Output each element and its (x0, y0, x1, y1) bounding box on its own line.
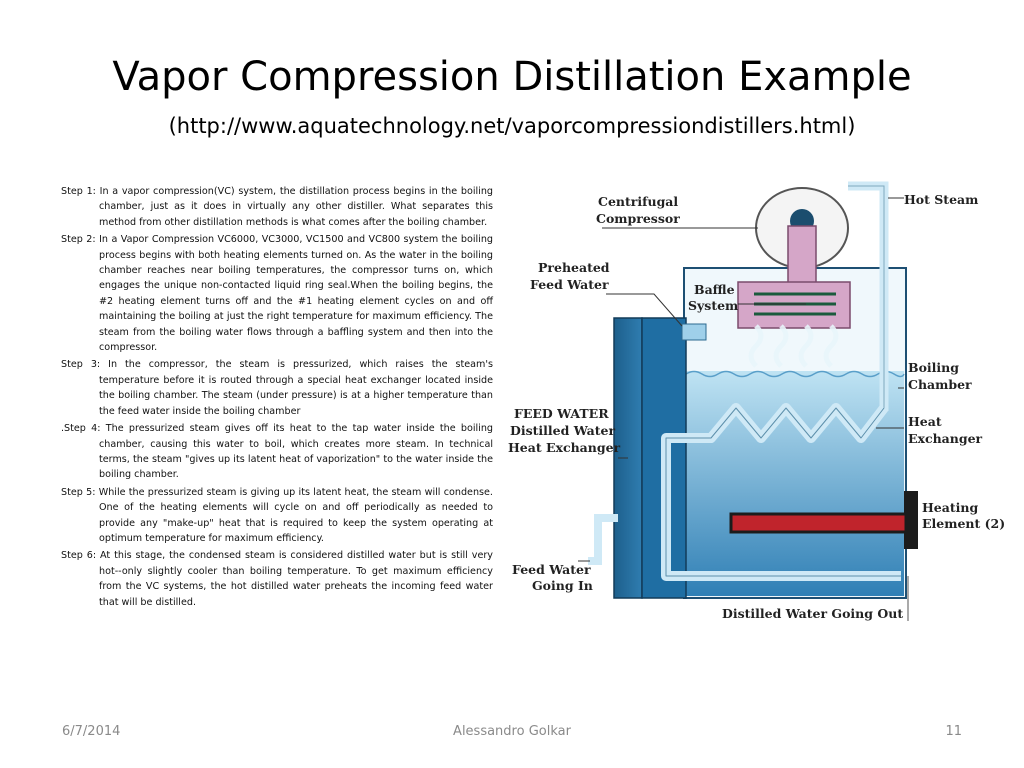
label-feed-1: FEED WATER (514, 406, 609, 421)
slide-subtitle: (http://www.aquatechnology.net/vaporcompressiondistillers.html) (168, 114, 856, 138)
step-1: Step 1: In a vapor compression(VC) system, the distillation process begins in the boiling chamber, just as it does in virtually any other distiller. What separates this method from other distillation methods is what comes after the boiling chamber. (61, 186, 493, 228)
footer-author: Alessandro Golkar (453, 724, 571, 739)
label-feed-2: Distilled Water (510, 423, 616, 438)
label-heat-1: Heat (908, 414, 942, 429)
label-baffle-2: System (688, 298, 739, 313)
footer-page-number: 11 (945, 724, 962, 739)
chamber-water (686, 371, 904, 596)
label-feed-in-1: Feed Water (512, 562, 591, 577)
label-preheated-1: Preheated (538, 260, 610, 275)
label-preheated-2: Feed Water (530, 277, 609, 292)
label-heating-2: Element (2) (922, 516, 1006, 531)
label-centrifugal-1: Centrifugal (598, 194, 679, 209)
heating-element-rod (731, 514, 906, 532)
slide-title: Vapor Compression Distillation Example (112, 54, 912, 100)
step-4: .Step 4: The pressurized steam gives off its heat to the tap water inside the boiling chamber, causing this water to boil, which creates more steam. In technical terms, the steam "gives up its latent heat of vaporization" to the water inside the boiling chamber. (61, 423, 493, 481)
step-5: Step 5: While the pressurized steam is giving up its latent heat, the steam will condense. One of the heating elements will cycle on and off periodically as needed to provide any "make-up" heat that is required to keep the system operating at optimum temperature for maximum efficiency. (61, 486, 493, 544)
label-boiling-2: Chamber (908, 377, 972, 392)
step-2: Step 2: In a Vapor Compression VC6000, VC3000, VC1500 and VC800 system the boiling process begins with both heating elements turned on. As the water in the boiling chamber reaches near boiling temperatures, the compressor turns on, which engages the unique non-contacted liquid ring seal.When the boiling begins, the #2 heating element turns off and the #1 heating element cycles on and off maintaining the boiling at just the right temperature for maximum efficiency. The steam from the boiling water flows through a baffling system and then into the compressor. (61, 234, 493, 354)
label-boiling-1: Boiling (908, 360, 959, 375)
label-heating-1: Heating (922, 500, 979, 515)
distiller-diagram (506, 176, 1006, 628)
label-centrifugal-2: Compressor (596, 211, 680, 226)
label-distilled-out: Distilled Water Going Out (722, 606, 904, 621)
compressor-column (788, 226, 816, 286)
label-feed-in-2: Going In (532, 578, 593, 593)
distiller-diagram-svg (506, 176, 1006, 628)
preheated-outlet (682, 324, 706, 340)
label-hot-steam: Hot Steam (904, 192, 979, 207)
footer-date: 6/7/2014 (62, 724, 121, 739)
step-3: Step 3: In the compressor, the steam is pressurized, which raises the steam's temperature before it is routed through a special heat exchanger located inside the boiling chamber. The steam (under pressure) is at a higher temperature than the feed water inside the boiling chamber (61, 359, 493, 417)
label-feed-3: Heat Exchanger (508, 440, 621, 455)
steps-list (61, 184, 493, 612)
label-heat-2: Exchanger (908, 431, 983, 446)
label-baffle-1: Baffle (694, 282, 735, 297)
step-6: Step 6: At this stage, the condensed steam is considered distilled water but is still very hot--only slightly cooler than boiling temperature. To get maximum efficiency from the VC systems, the hot distilled water preheats the incoming feed water that will be distilled. (61, 550, 493, 608)
